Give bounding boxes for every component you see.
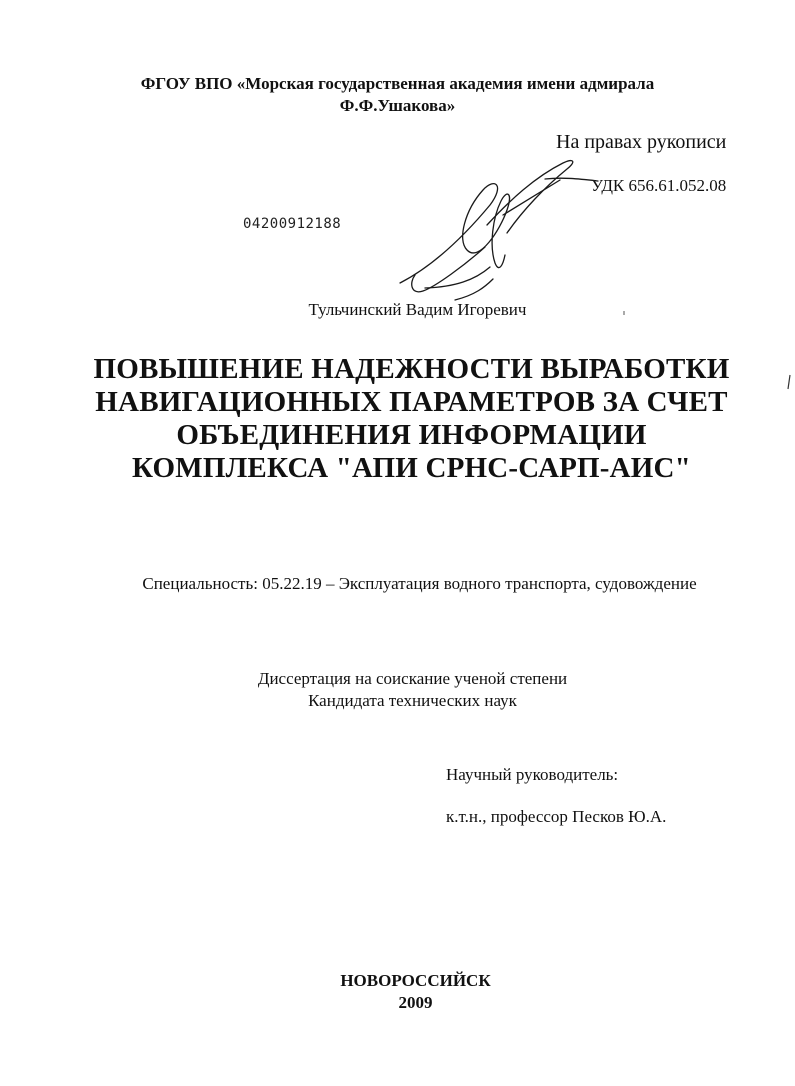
udk-code: УДК 656.61.052.08 [591, 176, 727, 195]
degree-block [0, 668, 795, 712]
scan-mark [786, 374, 792, 390]
supervisor-name: к.т.н., профессор Песков Ю.А. [446, 807, 667, 826]
title-line-1: ПОВЫШЕНИЕ НАДЕЖНОСТИ ВЫРАБОТКИ [93, 353, 730, 385]
title-line-3: ОБЪЕДИНЕНИЯ ИНФОРМАЦИИ [176, 419, 647, 451]
institution-line-1: ФГОУ ВПО «Морская государственная академия имени адмирала [140, 74, 655, 93]
footer-year: 2009 [398, 993, 433, 1012]
specialty-line: Специальность: 05.22.19 – Эксплуатация водного транспорта, судовождение [142, 574, 697, 593]
institution-line-2: Ф.Ф.Ушакова» [339, 96, 456, 115]
title-line-2: НАВИГАЦИОННЫХ ПАРАМЕТРОВ ЗА СЧЕТ [95, 386, 728, 418]
degree-line-1: Диссертация на соискание ученой степени [257, 669, 568, 688]
degree-line-2: Кандидата технических наук [308, 691, 517, 710]
inventory-number-stamp: 04200912188 [243, 216, 342, 232]
footer-city: НОВОРОССИЙСК [340, 971, 491, 990]
author-name: Тульчинский Вадим Игоревич [308, 300, 527, 319]
footer-block [0, 970, 795, 1014]
manuscript-rights: На правах рукописи [556, 131, 727, 153]
handwritten-signature [395, 155, 605, 305]
dissertation-title [0, 353, 795, 485]
title-line-4: КОМПЛЕКСА "АПИ СРНС-САРП-АИС" [132, 452, 691, 484]
supervisor-label: Научный руководитель: [446, 765, 619, 784]
institution-header [0, 73, 795, 117]
scan-speck [622, 310, 626, 316]
